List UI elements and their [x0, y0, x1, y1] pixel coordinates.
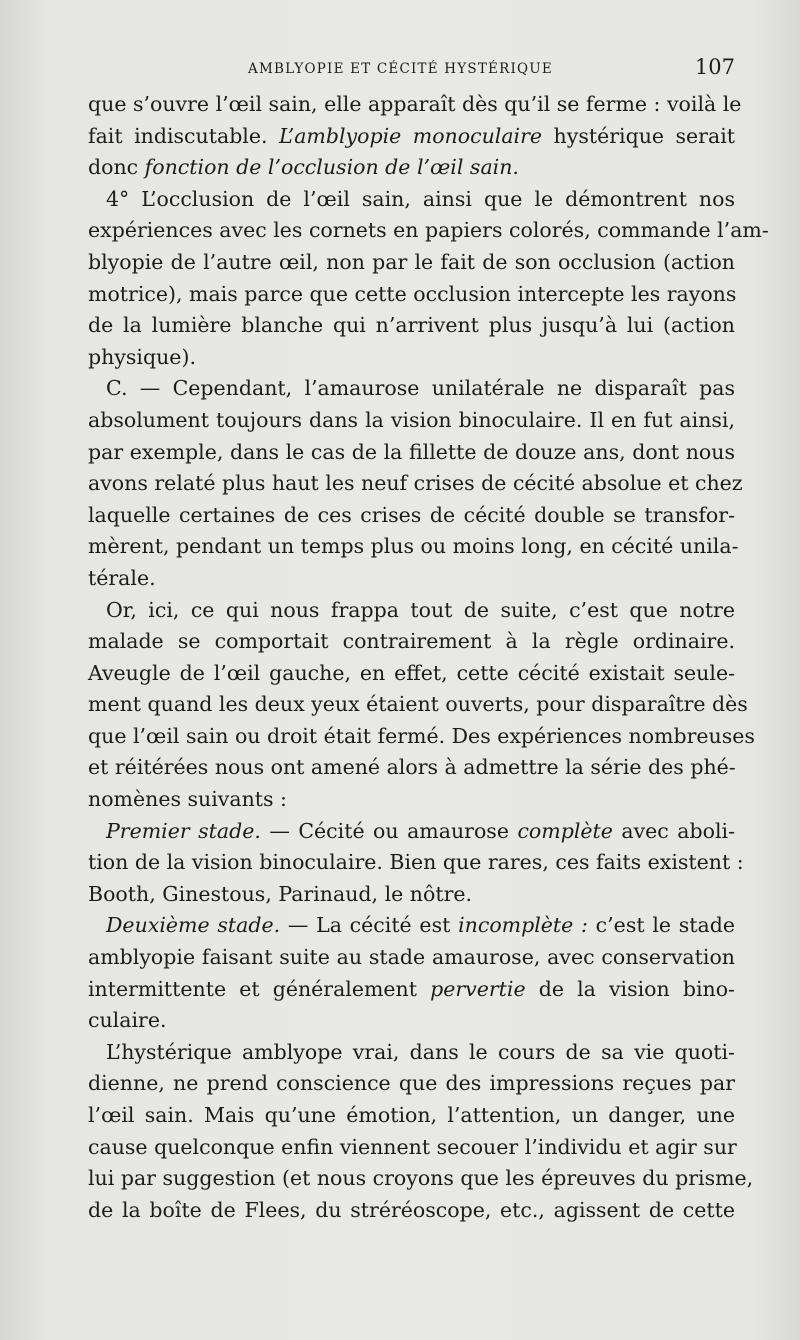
page-number: 107: [694, 55, 735, 79]
text-run: laquelle certaines de ces crises de cécité double se transfor-: [88, 502, 735, 527]
text-run: lui par suggestion (et nous croyons que les épreuves du prisme,: [88, 1166, 754, 1191]
text-line: [88, 879, 735, 911]
text-line: [88, 1005, 735, 1037]
text-line: [88, 784, 735, 816]
italic-text: incomplète :: [458, 913, 588, 938]
text-line: [88, 247, 735, 279]
text-line: [88, 405, 735, 437]
text-run: — Cécité ou amaurose: [260, 818, 518, 843]
text-line: [88, 689, 748, 721]
text-run: hystérique serait: [542, 123, 735, 148]
text-run: culaire.: [88, 1008, 167, 1033]
text-line: [88, 1132, 735, 1164]
text-run: et réitérées nous ont amené alors à admettre la série des phé-: [88, 755, 736, 780]
text-run: de la lumière blanche qui n’arrivent plus jusqu’à lui (action: [88, 313, 735, 338]
page-header: [88, 55, 735, 85]
italic-text: fonction de l’occlusion de l’œil sain.: [144, 155, 519, 180]
text-run: blyopie de l’autre œil, non par le fait de son occlusion (action: [88, 249, 735, 274]
text-line: [88, 279, 735, 311]
text-run: tion de la vision binoculaire. Bien que rares, ces faits existent :: [88, 850, 744, 875]
text-line: [88, 500, 735, 532]
italic-text: pervertie: [430, 976, 526, 1001]
text-line: [88, 626, 735, 658]
text-line: [88, 1163, 754, 1195]
running-head: AMBLYOPIE ET CÉCITÉ HYSTÉRIQUE: [248, 61, 553, 77]
text-line: [88, 310, 735, 342]
italic-text: Deuxième stade.: [106, 913, 281, 938]
text-line: [88, 152, 735, 184]
text-run: L’hystérique amblyope vrai, dans le cours de sa vie quoti-: [106, 1039, 735, 1064]
text-run: expériences avec les cornets en papiers colorés, commande l’am-: [88, 218, 769, 243]
text-line: [88, 1100, 735, 1132]
text-run: 4° L’occlusion de l’œil sain, ainsi que le démontrent nos: [106, 186, 735, 211]
text-run: cause quelconque enfin viennent secouer l’individu et agir sur: [88, 1134, 737, 1159]
text-line: [88, 342, 735, 374]
text-line: [88, 1037, 735, 1069]
text-line: [88, 373, 735, 405]
text-run: mèrent, pendant un temps plus ou moins long, en cécité unila-: [88, 534, 739, 559]
text-line: [88, 468, 743, 500]
text-line: [88, 89, 742, 121]
text-run: intermittente et généralement: [88, 976, 431, 1001]
italic-text: Premier stade.: [106, 818, 261, 843]
text-run: Booth, Ginestous, Parinaud, le nôtre.: [88, 881, 473, 906]
text-run: avec aboli-: [612, 818, 735, 843]
italic-text: L’amblyopie monoculaire: [279, 123, 543, 148]
text-run: c’est le stade: [587, 913, 735, 938]
text-run: malade se comportait contrairement à la règle ordinaire.: [88, 629, 735, 654]
text-run: l’œil sain. Mais qu’une émotion, l’attention, un danger, une: [88, 1103, 735, 1127]
text-line: [88, 974, 735, 1006]
text-run: ment quand les deux yeux étaient ouverts, pour disparaître dès: [88, 692, 748, 717]
text-run: — La cécité est: [280, 913, 459, 938]
text-run: de la boîte de Flees, du stréréoscope, etc., agissent de cette: [88, 1197, 735, 1222]
text-line: [88, 121, 735, 153]
text-run: Or, ici, ce qui nous frappa tout de suite, c’est que notre: [106, 597, 735, 622]
text-run: physique).: [88, 344, 196, 369]
text-run: avons relaté plus haut les neuf crises de cécité absolue et chez: [88, 471, 743, 496]
text-line: [88, 531, 739, 563]
text-line: [88, 752, 735, 784]
text-run: C. — Cependant, l’amaurose unilatérale ne disparaît pas: [106, 376, 735, 401]
text-run: absolument toujours dans la vision binoculaire. Il en fut ainsi,: [88, 407, 735, 432]
text-run: amblyopie faisant suite au stade amaurose, avec conservation: [88, 945, 735, 970]
text-run: que l’œil sain ou droit était fermé. Des expériences nombreuses: [88, 723, 755, 748]
text-line: [88, 658, 735, 690]
text-line: [88, 721, 755, 753]
text-line: [88, 942, 735, 974]
text-run: fait indiscutable.: [88, 123, 279, 148]
text-line: [88, 437, 735, 469]
text-run: Aveugle de l’œil gauche, en effet, cette cécité existait seule-: [88, 660, 735, 685]
text-run: donc: [88, 155, 145, 180]
text-line: [88, 184, 735, 216]
text-run: nomènes suivants :: [88, 787, 287, 812]
text-line: [88, 595, 735, 627]
text-run: dienne, ne prend conscience que des impressions reçues par: [88, 1071, 735, 1096]
text-run: térale.: [88, 565, 156, 590]
text-line: [88, 910, 735, 942]
body-text: [88, 89, 769, 1226]
text-run: de la vision bino-: [525, 976, 735, 1001]
text-run: motrice), mais parce que cette occlusion intercepte les rayons: [88, 281, 737, 306]
text-run: par exemple, dans le cas de la fillette de douze ans, dont nous: [88, 439, 735, 464]
text-line: [88, 847, 744, 879]
text-line: [88, 1068, 735, 1100]
text-line: [88, 563, 735, 595]
text-run: que s’ouvre l’œil sain, elle apparaît dès qu’il se ferme : voilà le: [88, 92, 742, 116]
text-line: [88, 816, 735, 848]
text-line: [88, 1195, 735, 1227]
text-line: [88, 215, 769, 247]
italic-text: complète: [517, 818, 613, 843]
